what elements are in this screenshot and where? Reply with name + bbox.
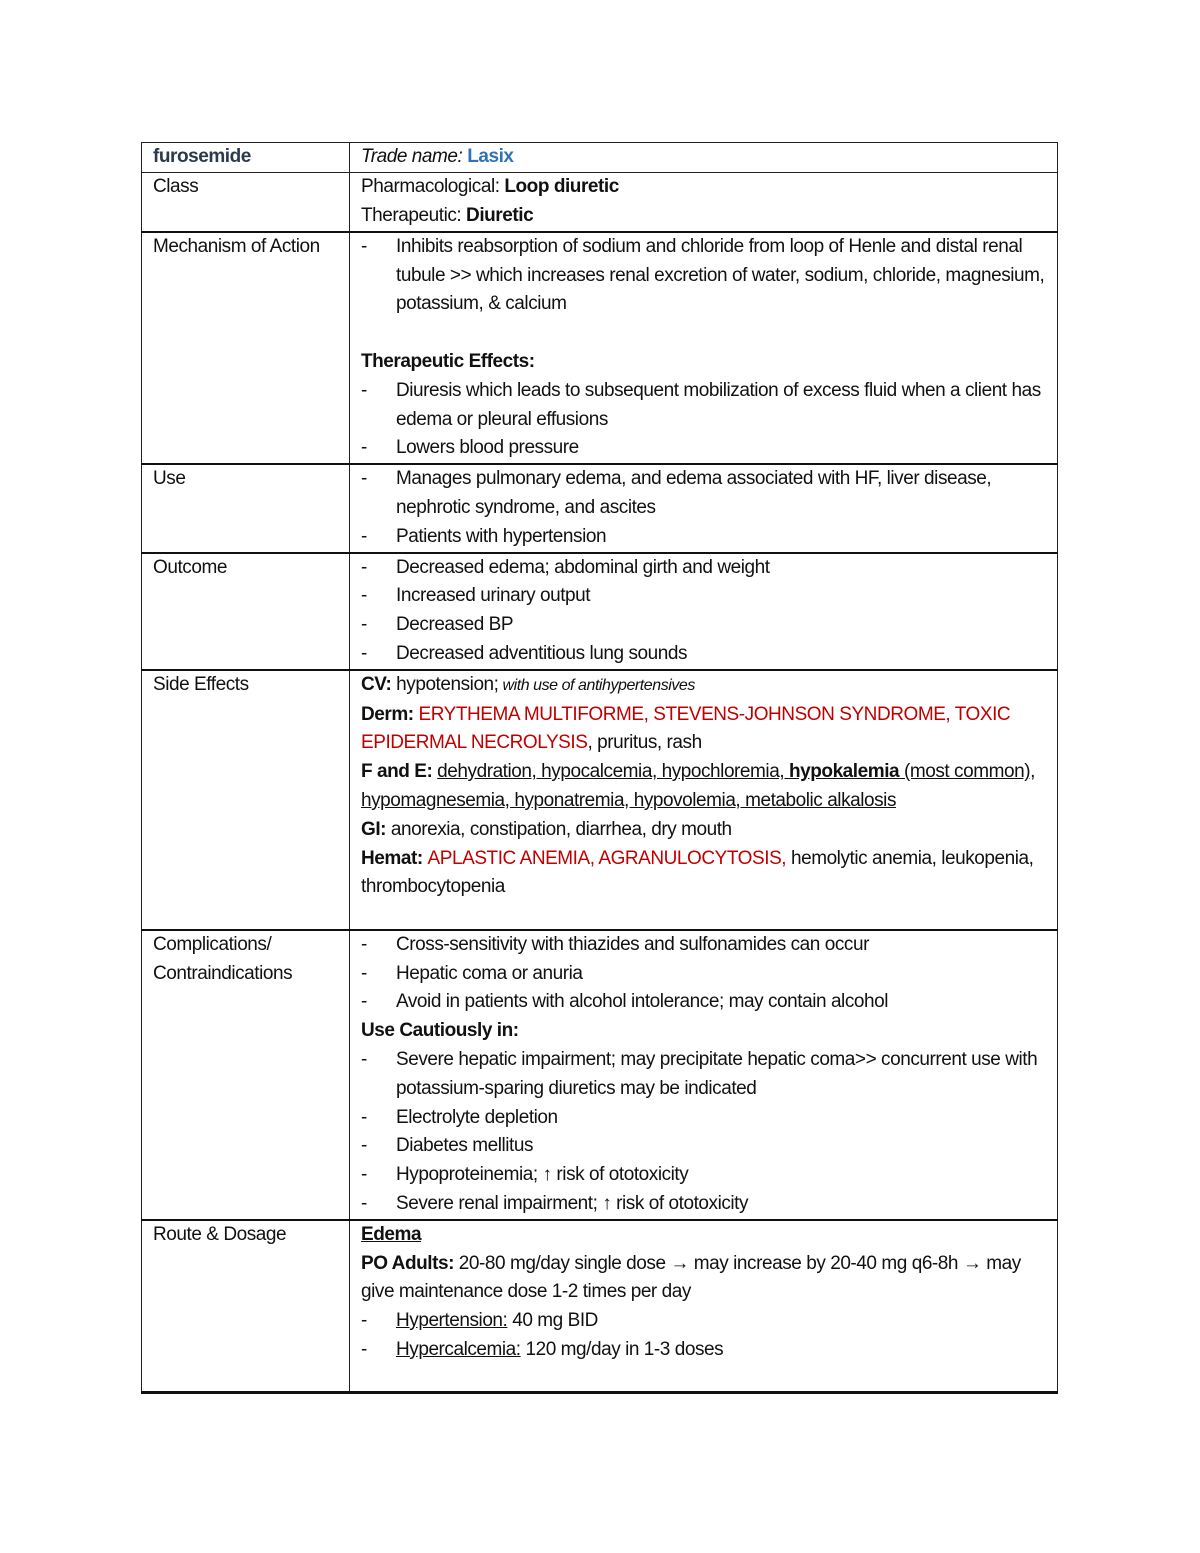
bullet-dash: -	[361, 1310, 367, 1332]
complications-label: Complications/ Contraindications	[142, 930, 350, 1220]
bullet-dash: -	[361, 933, 367, 955]
derm-line: Derm: ERYTHEMA MULTIFORME, STEVENS-JOHNSON SYNDROME, TOXIC EPIDERMAL NECROLYSIS, pruritus, rash	[361, 703, 1011, 754]
trade-name-label: Trade name:	[361, 146, 468, 167]
mechanism-label: Mechanism of Action	[142, 232, 350, 464]
list-item: - Decreased BP	[361, 611, 1051, 640]
use-content	[350, 464, 1058, 552]
bullet-dash: -	[361, 1164, 367, 1186]
class-content	[350, 172, 1058, 232]
bullet-dash: -	[361, 1338, 367, 1360]
side-effects-content	[350, 670, 1058, 930]
bullet-dash: -	[361, 379, 367, 401]
list-item: - Diuresis which leads to subsequent mobilization of excess fluid when a client has edema or pleural effusions	[361, 377, 1051, 435]
cv-line: CV: hypotension; with use of antihypertensives	[361, 673, 695, 695]
side-effects-label: Side Effects	[142, 670, 350, 930]
bullet-dash: -	[361, 468, 367, 490]
list-item: - Electrolyte depletion	[361, 1104, 1051, 1133]
hemat-severe: APLASTIC ANEMIA, AGRANULOCYTOSIS,	[427, 847, 787, 869]
list-item: - Cross-sensitivity with thiazides and sulfonamides can occur	[361, 931, 1051, 960]
list-item: - Severe renal impairment; ↑ risk of ototoxicity	[361, 1190, 1051, 1219]
outcome-row	[142, 553, 1058, 670]
mechanism-row	[142, 232, 1058, 464]
bullet-dash: -	[361, 962, 367, 984]
outcome-label: Outcome	[142, 553, 350, 670]
edema-heading: Edema	[361, 1223, 422, 1245]
bullet-dash: -	[361, 525, 367, 547]
drug-card-table	[141, 142, 1058, 1394]
pharm-label: Pharmacological:	[361, 175, 505, 197]
dosage-label: Route & Dosage	[142, 1220, 350, 1393]
gi-line: GI: anorexia, constipation, diarrhea, dry mouth	[361, 818, 732, 840]
list-item: - Hepatic coma or anuria	[361, 960, 1051, 989]
header-row	[142, 143, 1058, 173]
list-item: - Inhibits reabsorption of sodium and chloride from loop of Henle and distal renal tubule >> which increases renal excretion of water, sodium, chloride, magnesium, potassium, & calcium	[361, 233, 1051, 319]
bullet-dash: -	[361, 1048, 367, 1070]
complications-content	[350, 930, 1058, 1220]
class-label: Class	[142, 172, 350, 232]
trade-name-cell	[350, 143, 1058, 173]
list-item: - Increased urinary output	[361, 582, 1051, 611]
list-item: - Decreased adventitious lung sounds	[361, 640, 1051, 669]
bullet-dash: -	[361, 1106, 367, 1128]
hemat-line: Hemat: APLASTIC ANEMIA, AGRANULOCYTOSIS, hemolytic anemia, leukopenia, thrombocytopenia	[361, 847, 1034, 898]
bullet-dash: -	[361, 585, 367, 607]
po-adults-line: PO Adults: 20-80 mg/day single dose → may increase by 20-40 mg q6-8h → may give maintenance dose 1-2 times per day	[361, 1252, 1021, 1303]
class-row	[142, 172, 1058, 232]
ther-value: Diuretic	[466, 204, 534, 226]
drug-name-cell	[142, 143, 350, 173]
bullet-dash: -	[361, 614, 367, 636]
bullet-dash: -	[361, 556, 367, 578]
list-item: - Hypertension: 40 mg BID	[361, 1307, 1051, 1336]
side-effects-row	[142, 670, 1058, 930]
derm-severe: ERYTHEMA MULTIFORME, STEVENS-JOHNSON SYNDROME, TOXIC EPIDERMAL NECROLYSIS	[361, 703, 1011, 754]
list-item: - Hypercalcemia: 120 mg/day in 1-3 doses	[361, 1336, 1051, 1365]
use-row	[142, 464, 1058, 552]
use-label: Use	[142, 464, 350, 552]
list-item: - Decreased edema; abdominal girth and weight	[361, 554, 1051, 583]
list-item: - Hypoproteinemia; ↑ risk of ototoxicity	[361, 1161, 1051, 1190]
bullet-dash: -	[361, 1192, 367, 1214]
ther-label: Therapeutic:	[361, 204, 467, 226]
bullet-dash: -	[361, 642, 367, 664]
bullet-dash: -	[361, 235, 367, 257]
bullet-dash: -	[361, 991, 367, 1013]
outcome-content	[350, 553, 1058, 670]
mechanism-content	[350, 232, 1058, 464]
pharm-value: Loop diuretic	[504, 175, 619, 197]
fe-line: F and E: dehydration, hypocalcemia, hypochloremia, hypokalemia (most common), hypomagnesemia, hyponatremia, hypovolemia, metabolic alkalosis	[361, 761, 1035, 811]
dosage-row	[142, 1220, 1058, 1393]
complications-row	[142, 930, 1058, 1220]
list-item: - Avoid in patients with alcohol intolerance; may contain alcohol	[361, 988, 1051, 1017]
list-item: - Patients with hypertension	[361, 523, 1051, 552]
trade-name: Lasix	[467, 146, 514, 167]
list-item: - Severe hepatic impairment; may precipitate hepatic coma>> concurrent use with potassium-sparing diuretics may be indicated	[361, 1046, 1051, 1104]
list-item: - Lowers blood pressure	[361, 434, 1051, 463]
therapeutic-effects-heading: Therapeutic Effects:	[361, 350, 535, 372]
drug-name: furosemide	[153, 146, 251, 167]
bullet-dash: -	[361, 1135, 367, 1157]
bullet-dash: -	[361, 437, 367, 459]
list-item: - Manages pulmonary edema, and edema associated with HF, liver disease, nephrotic syndrome, and ascites	[361, 465, 1051, 523]
list-item: - Diabetes mellitus	[361, 1132, 1051, 1161]
dosage-content	[350, 1220, 1058, 1393]
caution-heading: Use Cautiously in:	[361, 1020, 519, 1042]
